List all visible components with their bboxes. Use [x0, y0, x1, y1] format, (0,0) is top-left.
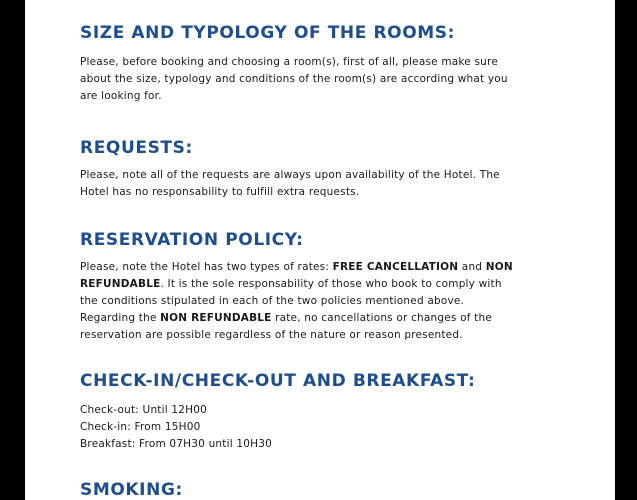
document-content: [80, 22, 540, 500]
text-run: and: [458, 261, 486, 273]
section-body: [80, 54, 540, 105]
body-line: the conditions stipulated in each of the two policies mentioned above.: [80, 295, 465, 307]
bold-term: NON REFUNDABLE: [160, 312, 272, 324]
section-rooms: [80, 22, 540, 105]
body-line: [80, 259, 540, 276]
bold-term: REFUNDABLE: [80, 278, 161, 290]
body-line: [80, 310, 540, 327]
section-heading: SIZE AND TYPOLOGY OF THE ROOMS:: [80, 23, 456, 43]
section-heading: CHECK-IN/CHECK-OUT AND BREAKFAST:: [80, 371, 476, 391]
body-line: Check-in: From 15H00: [80, 421, 201, 433]
section-check-in-out: [80, 370, 540, 453]
section-body: [80, 259, 540, 344]
section-body: [80, 402, 540, 453]
bold-term: NON: [485, 261, 513, 273]
body-line: are looking for.: [80, 90, 162, 102]
section-reservation-policy: [80, 229, 540, 344]
text-run: Please, note the Hotel has two types of rates:: [80, 261, 333, 273]
body-line: Please, before booking and choosing a room(s), first of all, please make sure: [80, 56, 498, 68]
body-line: about the size, typology and conditions of the room(s) are according what you: [80, 73, 508, 85]
body-line: reservation are possible regardless of the nature or reason presented.: [80, 329, 463, 341]
section-smoking: [80, 479, 540, 500]
text-run: . It is the sole responsability of those who book to comply with: [160, 278, 502, 290]
section-body: [80, 167, 540, 201]
section-heading: REQUESTS:: [80, 138, 193, 158]
body-line: Check-out: Until 12H00: [80, 404, 208, 416]
body-line: [80, 276, 540, 293]
text-run: rate, no cancellations or changes of the: [271, 312, 493, 324]
body-line: Hotel has no responsability to fulfill extra requests.: [80, 186, 360, 198]
document-page: [25, 0, 615, 500]
text-run: Regarding the: [80, 312, 161, 324]
section-requests: [80, 137, 540, 201]
body-line: Please, note all of the requests are always upon availability of the Hotel. The: [80, 169, 500, 181]
section-heading: RESERVATION POLICY:: [80, 230, 304, 250]
section-heading: SMOKING:: [80, 480, 183, 500]
bold-term: FREE CANCELLATION: [332, 261, 459, 273]
body-line: Breakfast: From 07H30 until 10H30: [80, 438, 272, 450]
